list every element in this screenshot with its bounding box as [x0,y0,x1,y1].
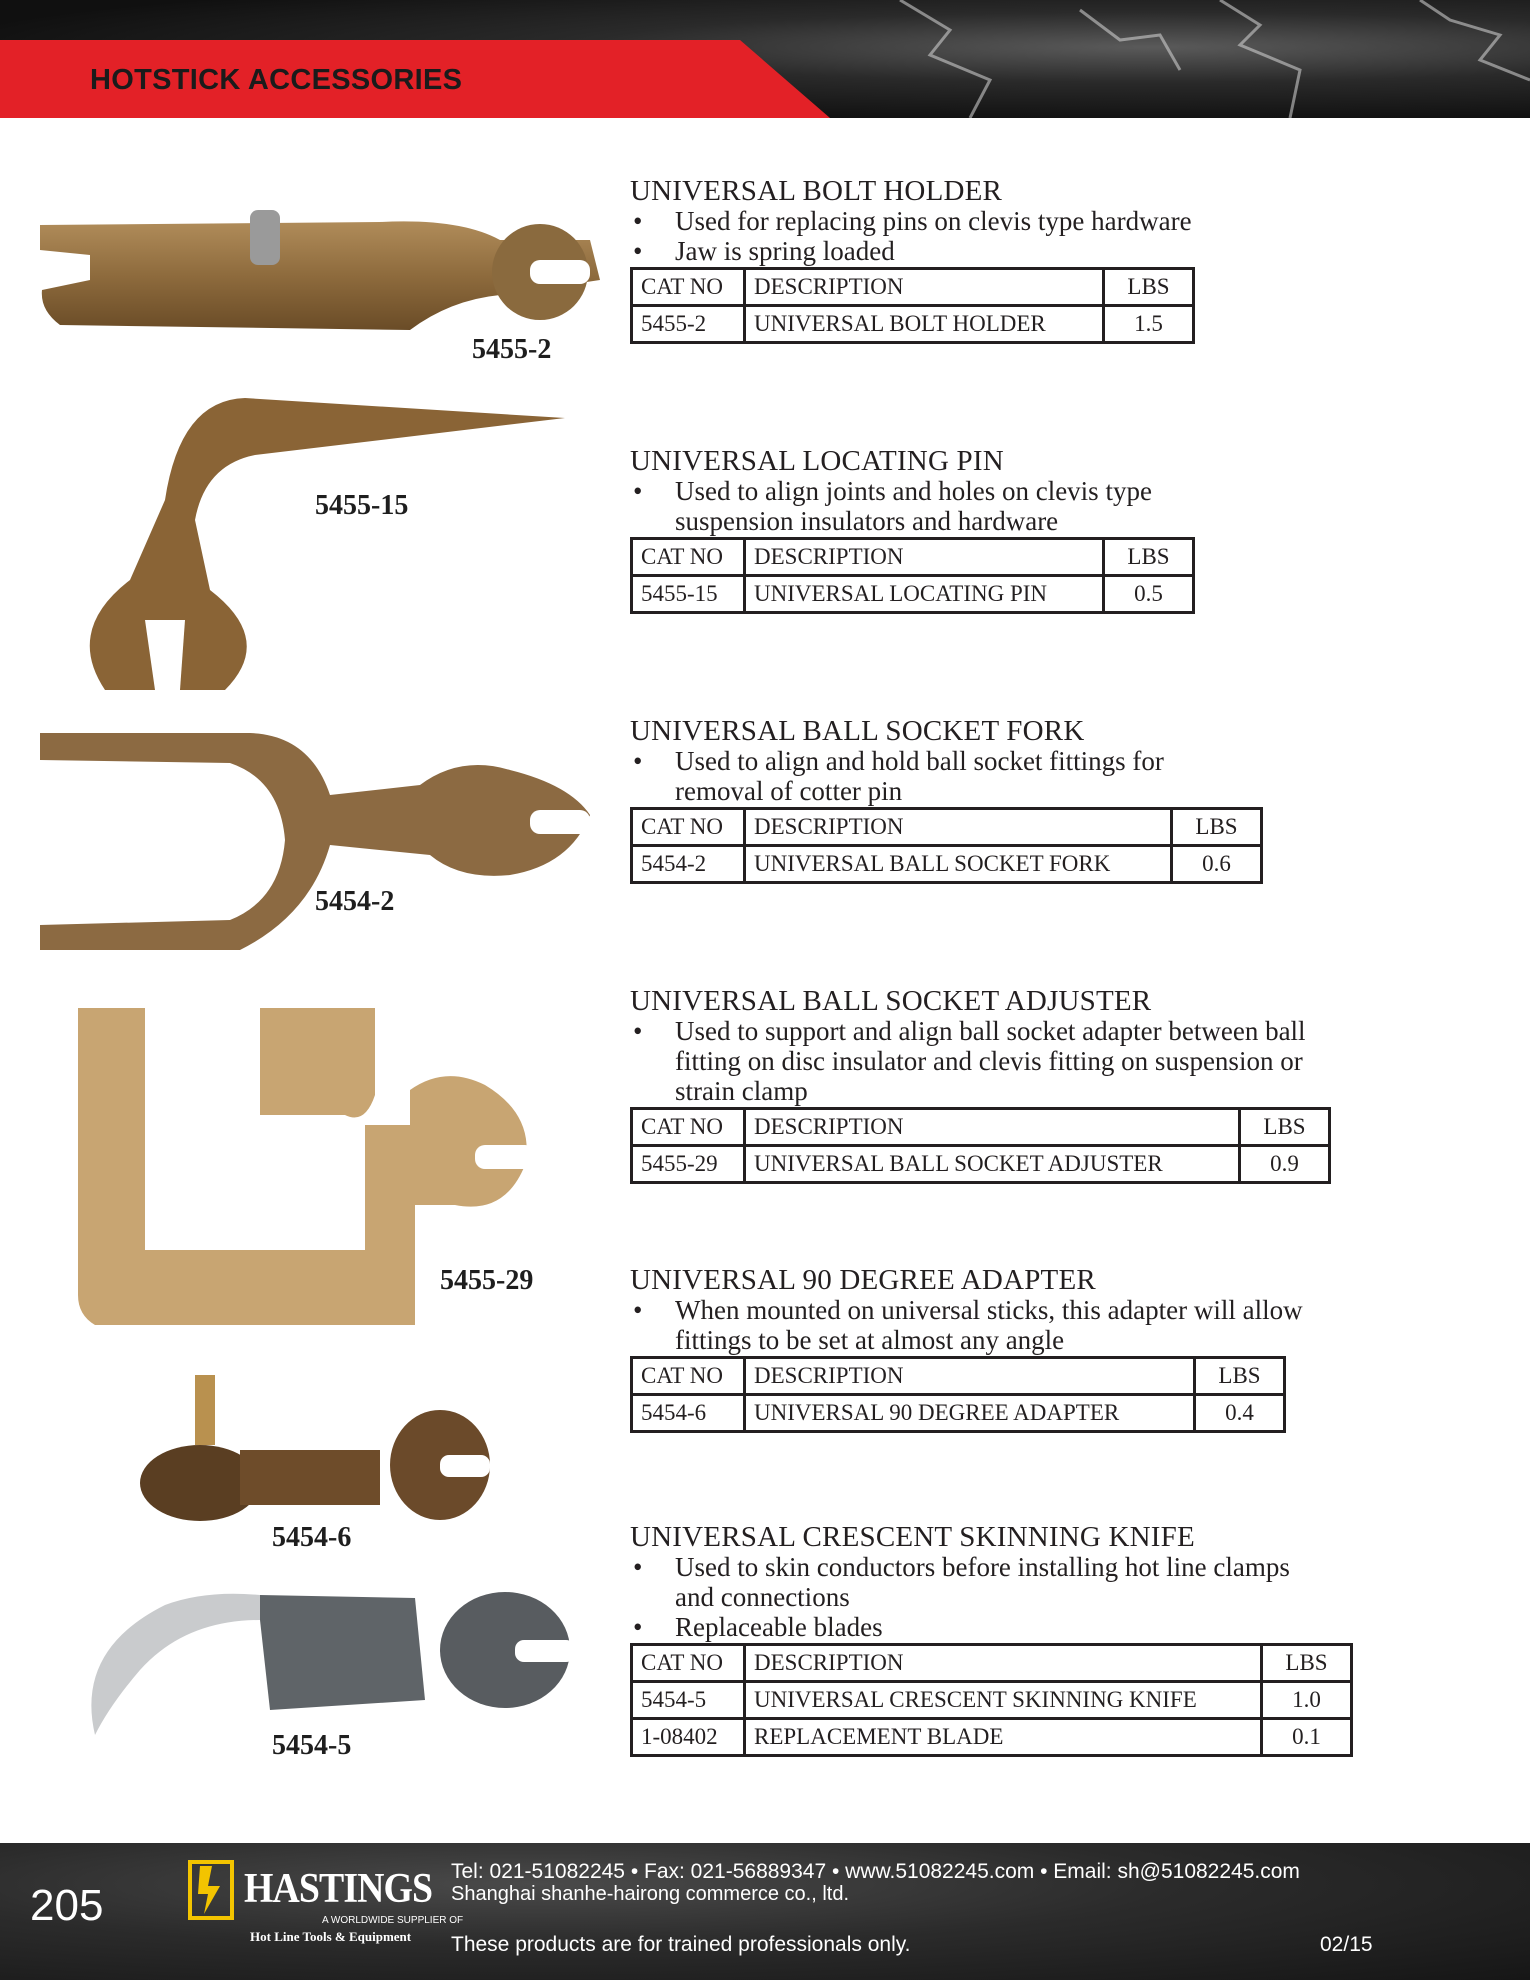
product-title: UNIVERSAL BALL SOCKET ADJUSTER [630,985,1152,1017]
bullet-item: • Used to align joints and holes on clevis type [630,476,1195,506]
page-header [0,0,1530,118]
col-cat-no: CAT NO [632,1645,745,1682]
col-description: DESCRIPTION [745,269,1104,306]
spec-table [630,267,1195,344]
product-title: UNIVERSAL BOLT HOLDER [630,175,1003,207]
cell-cat-no: 5454-6 [632,1395,745,1432]
product-bullets [630,206,1195,266]
spec-table [630,1107,1331,1184]
table-row [632,1682,1352,1719]
bullet-continuation: strain clamp [675,1076,808,1106]
col-lbs: LBS [1104,539,1194,576]
degree-adapter-image [140,1375,490,1535]
lightning-icon [192,1864,230,1916]
col-lbs: LBS [1195,1358,1285,1395]
cell-cat-no: 1-08402 [632,1719,745,1756]
image-label-5455-15: 5455-15 [315,490,409,521]
product-bullets [630,1295,1303,1355]
revision-date: 02/15 [1320,1933,1373,1956]
cell-cat-no: 5455-15 [632,576,745,613]
bullet-item: • Jaw is spring loaded [630,236,1195,266]
product-90-degree-adapter [630,1265,1303,1433]
skinning-knife-image [85,1590,585,1750]
bullet-continuation: suspension insulators and hardware [675,506,1059,536]
logo-tagline: A WORLDWIDE SUPPLIER OF [322,1915,464,1926]
product-ball-socket-fork [630,716,1263,884]
image-label-5454-6: 5454-6 [272,1522,352,1553]
cell-lbs: 0.1 [1262,1719,1352,1756]
cell-description: UNIVERSAL 90 DEGREE ADAPTER [745,1395,1195,1432]
company-name: Shanghai shanhe-hairong commerce co., ltd. [451,1883,850,1905]
cell-lbs: 0.4 [1195,1395,1285,1432]
logo-subtitle: Hot Line Tools & Equipment [250,1929,412,1944]
table-header-row [632,269,1194,306]
image-label-5454-2: 5454-2 [315,886,395,917]
cell-cat-no: 5454-2 [632,846,745,883]
table-row [632,1719,1352,1756]
col-cat-no: CAT NO [632,809,745,846]
hastings-logo-text: HASTINGS [244,1866,433,1912]
product-title: UNIVERSAL 90 DEGREE ADAPTER [630,1264,1096,1296]
col-description: DESCRIPTION [745,1645,1262,1682]
table-row [632,306,1194,343]
bullet-item: • Used to skin conductors before installing hot line clamps [630,1552,1353,1582]
table-header-row [632,1109,1330,1146]
table-row [632,1395,1285,1432]
product-bullets [630,476,1195,536]
bullet-item: • Used to align and hold ball socket fittings for [630,746,1263,776]
col-cat-no: CAT NO [632,1358,745,1395]
col-cat-no: CAT NO [632,269,745,306]
cell-description: UNIVERSAL BALL SOCKET FORK [745,846,1172,883]
table-header-row [632,1645,1352,1682]
col-description: DESCRIPTION [745,539,1104,576]
col-description: DESCRIPTION [745,809,1172,846]
image-label-5455-2: 5455-2 [472,334,552,365]
cell-cat-no: 5455-29 [632,1146,745,1183]
cell-lbs: 0.9 [1240,1146,1330,1183]
bullet-item: • Used for replacing pins on clevis type hardware [630,206,1195,236]
product-title: UNIVERSAL LOCATING PIN [630,445,1004,477]
cell-cat-no: 5454-5 [632,1682,745,1719]
product-bullets [630,1016,1331,1106]
cell-description: UNIVERSAL LOCATING PIN [745,576,1104,613]
col-lbs: LBS [1262,1645,1352,1682]
bullet-continuation: fittings to be set at almost any angle [675,1325,1065,1355]
hastings-logo-mark [188,1860,234,1920]
cell-description: UNIVERSAL BOLT HOLDER [745,306,1104,343]
product-bullets [630,1552,1353,1642]
locating-pin-image [85,390,565,700]
cell-description: REPLACEMENT BLADE [745,1719,1262,1756]
spec-table [630,1356,1286,1433]
product-bolt-holder [630,176,1195,344]
table-header-row [632,1358,1285,1395]
spec-table [630,807,1263,884]
product-crescent-skinning-knife [630,1522,1353,1757]
cell-description: UNIVERSAL BALL SOCKET ADJUSTER [745,1146,1240,1183]
col-description: DESCRIPTION [745,1109,1240,1146]
page-number: 205 [30,1881,104,1930]
cell-lbs: 1.5 [1104,306,1194,343]
table-header-row [632,809,1262,846]
table-row [632,576,1194,613]
bullet-continuation: fitting on disc insulator and clevis fitting on suspension or [675,1046,1303,1076]
product-ball-socket-adjuster [630,986,1331,1184]
safety-notice: These products are for trained professionals only. [451,1933,911,1956]
col-description: DESCRIPTION [745,1358,1195,1395]
spec-table [630,1643,1353,1757]
product-bullets [630,746,1263,806]
col-lbs: LBS [1172,809,1262,846]
spec-table [630,537,1195,614]
col-cat-no: CAT NO [632,539,745,576]
bullet-item: • Used to support and align ball socket adapter between ball [630,1016,1331,1046]
table-row [632,1146,1330,1183]
cell-lbs: 1.0 [1262,1682,1352,1719]
cell-lbs: 0.6 [1172,846,1262,883]
table-header-row [632,539,1194,576]
page-footer [0,1843,1530,1980]
contact-info: Tel: 021-51082245 • Fax: 021-56889347 • www.51082245.com • Email: sh@51082245.com [451,1860,1300,1883]
product-locating-pin [630,446,1195,614]
ball-socket-fork-image [30,715,620,965]
col-lbs: LBS [1240,1109,1330,1146]
col-cat-no: CAT NO [632,1109,745,1146]
bullet-item: • When mounted on universal sticks, this adapter will allow [630,1295,1303,1325]
bullet-item: • Replaceable blades [630,1612,1353,1642]
cell-description: UNIVERSAL CRESCENT SKINNING KNIFE [745,1682,1262,1719]
col-lbs: LBS [1104,269,1194,306]
product-title: UNIVERSAL CRESCENT SKINNING KNIFE [630,1521,1195,1553]
bullet-continuation: removal of cotter pin [675,776,903,806]
product-title: UNIVERSAL BALL SOCKET FORK [630,715,1085,747]
cell-cat-no: 5455-2 [632,306,745,343]
image-label-5454-5: 5454-5 [272,1730,352,1761]
table-row [632,846,1262,883]
cell-lbs: 0.5 [1104,576,1194,613]
image-label-5455-29: 5455-29 [440,1265,534,1296]
section-title: HOTSTICK ACCESSORIES [90,64,463,96]
bullet-continuation: and connections [675,1582,850,1612]
